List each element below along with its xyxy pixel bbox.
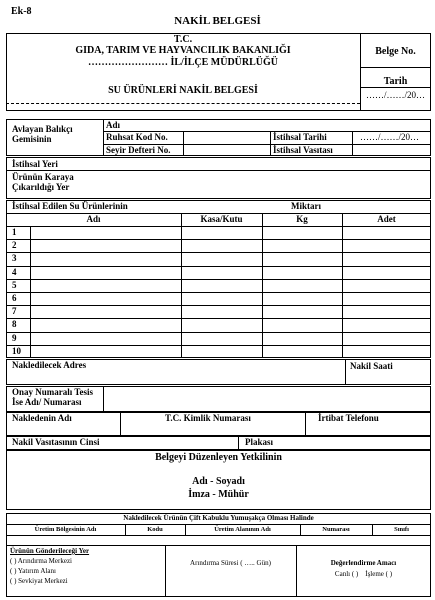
catch-date-label: İstihsal Tarihi [273,132,327,142]
destination-relaying-area[interactable]: ( ) Yatırım Alanı [10,567,56,575]
landing-place-label: Ürünün Karaya Çıkarıldığı Yer [12,172,74,192]
date-field[interactable]: ……/……/20… [365,90,425,100]
form-title: SU ÜRÜNLERİ NAKİL BELGESİ [108,85,258,96]
issuer-signature-line: İmza - Mühür [188,489,249,500]
transporter-name-label: Nakledenin Adı [12,413,72,423]
transport-time-label: Nakil Saati [350,361,393,371]
bivalve-col-number: Numarası [322,526,350,533]
ministry-name: GIDA, TARIM VE HAYVANCILIK BAKANLIĞI [75,45,291,56]
document-number-label: Belge No. [375,46,416,57]
logbook-number-label: Seyir Defteri No. [106,145,171,155]
product-row-number: 7 [12,306,17,317]
quantity-label: Miktarı [291,201,321,211]
bivalve-col-class: Sınıfı [394,526,409,533]
column-kg: Kg [296,214,308,224]
product-row-number: 6 [12,293,17,303]
column-box: Kasa/Kutu [200,214,243,224]
destination-type-title: Ürünün Gönderileceği Yer [10,547,90,555]
plate-label: Plakası [245,437,274,447]
product-row-number: 4 [12,266,17,277]
column-name: Adı [86,214,101,224]
product-row-number: 3 [12,253,17,264]
issuer-title: Belgeyi Düzenleyen Yetkilinin [155,452,282,463]
bivalve-col-area: Üretim Alanının Adı [214,526,271,533]
evaluation-purpose-title: Değerlendirme Amacı [330,559,397,567]
product-row-number: 1 [12,227,17,237]
facility-label: Onay Numaralı Tesis İse Adı/ Numarası [12,387,94,407]
vessel-name-label: Adı [106,120,121,130]
catch-date-field[interactable]: ……/……/20… [360,132,420,142]
vessel-label: Avlayan Balıkçı Gemisinin [12,124,73,144]
vehicle-type-label: Nakil Vasıtasının Cinsi [12,437,100,447]
tc-label: T.C. [173,34,193,45]
document-title: NAKİL BELGESİ [174,15,261,27]
destination-dispatch-center[interactable]: ( ) Sevkiyat Merkezi [10,577,68,585]
purification-duration-label: Arındırma Süresi ( ….. Gün) [190,559,271,567]
catch-place-label: İstihsal Yeri [12,159,58,169]
bivalve-col-region: Üretim Bölgesinin Adı [34,526,97,533]
product-row-number: 10 [12,345,21,356]
product-row-number: 9 [12,332,17,343]
catch-vehicle-label: İstihsal Vasıtası [273,145,333,155]
product-row-number: 2 [12,240,17,251]
directorate-name: …………………… İL/İLÇE MÜDÜRLÜĞÜ [87,57,278,68]
destination-purification-center[interactable]: ( ) Arındırma Merkezi [10,557,73,565]
date-label: Tarih [383,76,408,87]
bivalve-col-code: Kodu [147,526,163,533]
product-row-number: 8 [12,319,17,330]
product-row-number: 5 [12,279,17,290]
issuer-name-line: Adı - Soyadı [192,476,245,487]
products-section-label: İstihsal Edilen Su Ürünlerinin [12,201,128,211]
destination-address-label: Nakledilecek Adres [12,360,87,370]
annex-label: Ek-8 [11,6,32,17]
license-code-label: Ruhsat Kod No. [106,132,168,142]
evaluation-options[interactable]: Canlı ( ) İşleme ( ) [334,570,393,578]
tc-id-label: T.C. Kimlik Numarası [165,413,251,423]
phone-label: İrtibat Telefonu [318,413,379,423]
column-count: Adet [377,214,396,224]
bivalve-title: Nakledilecek Ürünün Çift Kabuklu Yumuşakça Olması Halinde [123,514,314,522]
